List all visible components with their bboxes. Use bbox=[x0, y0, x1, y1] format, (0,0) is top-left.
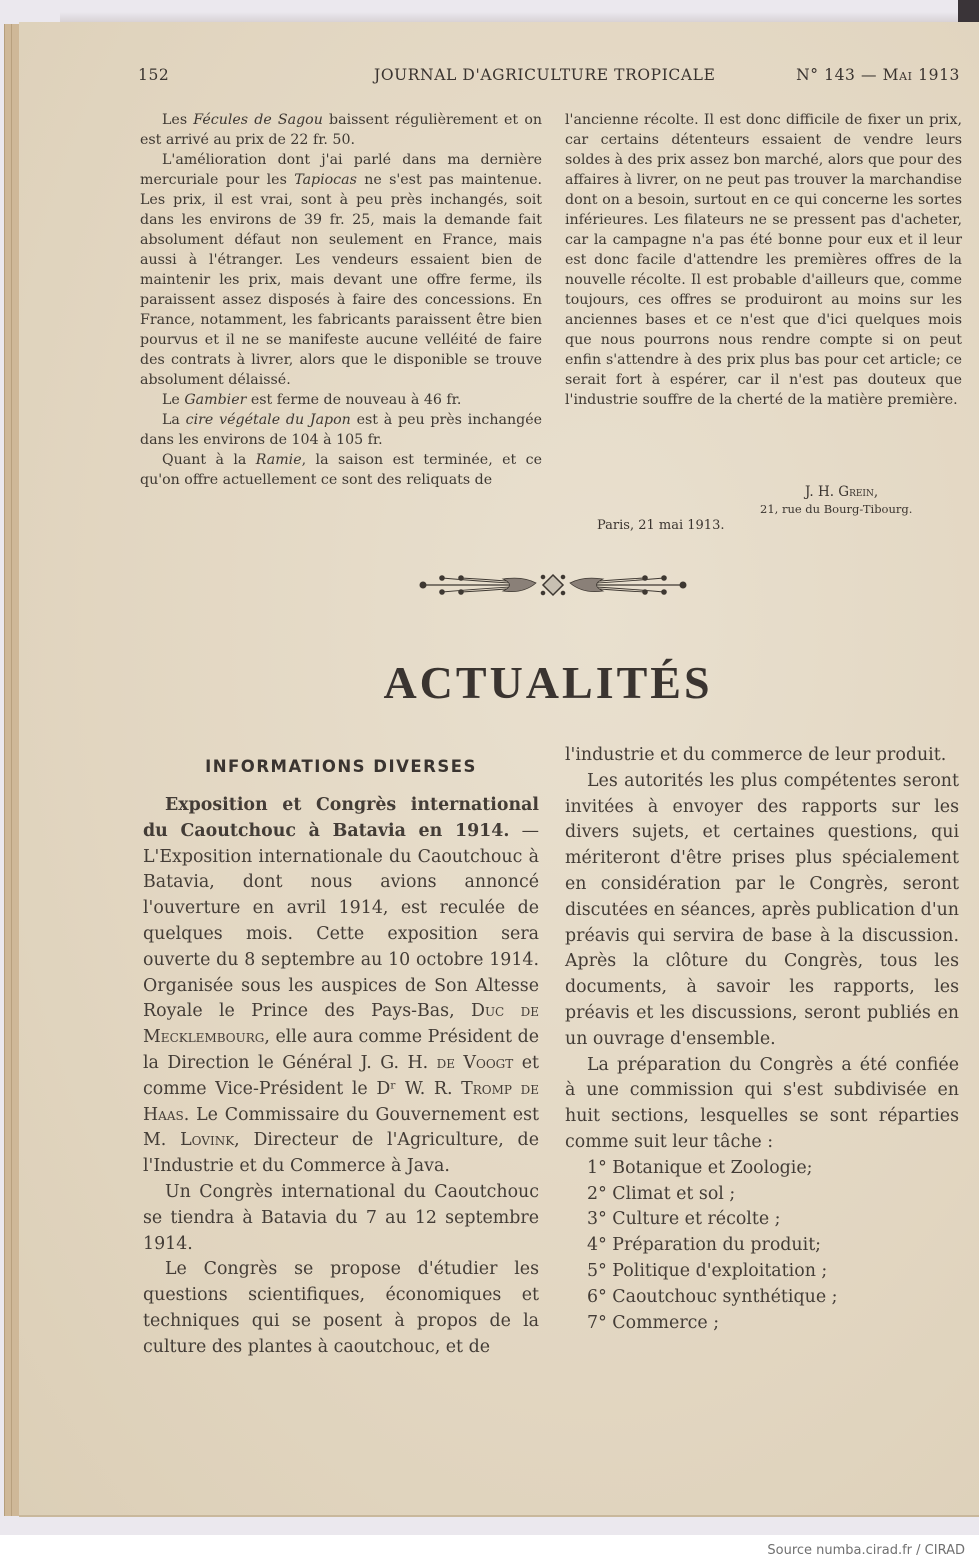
paragraph bbox=[140, 390, 542, 410]
list-item: 2° Climat et sol ; bbox=[587, 1183, 736, 1204]
list-item: 3° Culture et récolte ; bbox=[587, 1209, 781, 1230]
article-left-column bbox=[143, 793, 539, 1361]
person-name: Tromp de Haas bbox=[143, 1078, 539, 1125]
dateline: Paris, 21 mai 1913. bbox=[597, 518, 725, 533]
page-number: 152 bbox=[138, 66, 170, 84]
person-name: Lovink bbox=[180, 1130, 235, 1151]
product-name: Gambier bbox=[184, 392, 247, 408]
text-run: , la saison est terminée, et ce qu'on offre actuellement ce sont des reliquats de bbox=[140, 452, 542, 488]
list-item: 7° Commerce ; bbox=[587, 1312, 720, 1333]
article-paragraph-continued: l'industrie et du commerce de leur produit. bbox=[565, 745, 947, 765]
text-run: baissent régulièrement et on est arrivé au prix de 22 fr. 50. bbox=[140, 112, 542, 148]
issue-month: Mai bbox=[882, 66, 913, 84]
text-run: Quant à la bbox=[162, 452, 256, 468]
text-run: — L'Exposition internationale du Caoutchouc à Batavia, dont nous avions annoncé l'ouverture en avril 1914, est reculée de quelques mois. Cette exposition sera ouverte du 8 septembre au 10 octobre 1914. Organisée sous les auspices de Son Altesse Royale le Prince des Pays-Bas, bbox=[143, 820, 539, 1022]
product-name: Tapiocas bbox=[294, 172, 357, 188]
article-paragraph-lead bbox=[143, 793, 539, 1180]
paragraph bbox=[140, 150, 542, 390]
article-paragraph: Le Congrès se propose d'étudier les questions scientifiques, économiques et techniques qui se posent à propos de la culture des plantes à caoutchouc, et de bbox=[143, 1259, 539, 1357]
text-run: , Directeur de l'Agriculture, de l'Industrie et du Commerce à Java. bbox=[143, 1130, 539, 1177]
article-paragraph: Un Congrès international du Caoutchouc se tiendra à Batavia du 7 au 12 septembre 1914. bbox=[143, 1181, 539, 1254]
text-run: . Le Commissaire du Gouvernement est M. bbox=[143, 1104, 539, 1151]
section-title: ACTUALITÉS bbox=[383, 657, 713, 708]
article-right-column bbox=[565, 743, 959, 1336]
author-address: 21, rue du Bourg-Tibourg. bbox=[760, 502, 913, 516]
mercuriale-right-column bbox=[565, 110, 962, 410]
text-run: est à peu près inchangée dans les environs de 104 à 105 fr. bbox=[140, 412, 542, 448]
sections-list bbox=[587, 1156, 959, 1337]
article-lead-title: Exposition et Congrès international du Caoutchouc à Batavia en 1914. bbox=[143, 795, 539, 841]
person-name: de Voogt bbox=[436, 1052, 514, 1073]
article-paragraph: La préparation du Congrès a été confiée à une commission qui s'est subdivisée en huit sections, lesquelles se sont réparties comme suit leur tâche : bbox=[565, 1054, 959, 1152]
list-item: 1° Botanique et Zoologie; bbox=[587, 1157, 813, 1178]
journal-title: JOURNAL D'AGRICULTURE TROPICALE bbox=[374, 66, 716, 84]
text-run: ne s'est pas maintenue. Les prix, il est vrai, sont à peu près inchangés, soit dans les environs de 39 fr. 25, mais la demande fait absolument défaut non seulement en France, mais aussi à l'étranger. Les vendeurs essaient bien de maintenir les prix, mais devant une offre ferme, ils paraissent assez disposés à faire des concessions. En France, notamment, les fabricants paraissent être bien pourvus et il ne se manifeste aucune velléité de faire des contrats à livrer, alors que le disponible se trouve absolument délaissé. bbox=[140, 172, 542, 388]
article-paragraph: Les autorités les plus compétentes seront invitées à envoyer des rapports sur les divers sujets, et certaines questions, qui mériteront d'être prises plus spécialement en considération par le Congrès, seront discutées en séances, après publication d'un préavis qui servira de base à la discussion. Après la clôture du Congrès, tous les documents, à savoir les rapports, les préavis et les discussions, seront publiés en un ouvrage d'ensemble. bbox=[565, 770, 959, 1049]
subsection-heading: INFORMATIONS DIVERSES bbox=[205, 757, 477, 776]
list-item: 6° Caoutchouc synthétique ; bbox=[587, 1286, 838, 1307]
paragraph bbox=[140, 450, 542, 490]
list-item: 5° Politique d'exploitation ; bbox=[587, 1260, 828, 1281]
scan-corner bbox=[958, 0, 979, 22]
paragraph bbox=[140, 410, 542, 450]
text-run: Le bbox=[162, 392, 185, 408]
author-name: J. H. Grein, bbox=[805, 484, 879, 500]
paragraph: l'ancienne récolte. Il est donc difficile de fixer un prix, car certains détenteurs essaient de vendre leurs soldes à des prix assez bon marché, alors que pour des affaires à livrer, on ne peut pas trouver la marchandise dont on a besoin, surtout en ce qui concerne les sortes inférieures. Les filateurs ne se pressent pas d'acheter, car la campagne n'a pas été bonne pour eux et il leur est donc facile d'attendre les premières offres de la nouvelle récolte. Il est probable d'ailleurs que, comme toujours, ces offres se produiront au moins sur les anciennes bases et ce n'est que d'ici quelques mois que nous pourrons nous rendre compte si on peut enfin s'attendre à des prix plus bas pour cet article; ce serait fort à espérer, car il n'est pas douteux que l'industrie souffre de la cherté de la matière première. bbox=[565, 112, 962, 408]
product-name: cire végétale du Japon bbox=[185, 412, 351, 428]
product-name: Ramie bbox=[255, 452, 302, 468]
paragraph bbox=[140, 110, 542, 150]
issue-number: N° 143 — bbox=[796, 66, 883, 84]
list-item: 4° Préparation du produit; bbox=[587, 1235, 822, 1256]
page-top-shadow bbox=[60, 12, 960, 22]
person-name: Duc de Mecklembourg bbox=[143, 1001, 539, 1048]
text-run: La bbox=[162, 412, 186, 428]
decorative-ornament-icon bbox=[408, 570, 698, 600]
text-run: Les bbox=[162, 112, 194, 128]
running-head bbox=[138, 66, 960, 88]
issue-info bbox=[796, 66, 960, 84]
text-run: et comme Vice-Président le Dʳ W. R. bbox=[143, 1052, 539, 1099]
text-run: est ferme de nouveau à 46 fr. bbox=[246, 392, 462, 408]
text-run: L'amélioration dont j'ai parlé dans ma dernière mercuriale pour les bbox=[140, 152, 542, 188]
source-credit: Source numba.cirad.fr / CIRAD bbox=[767, 1543, 965, 1558]
product-name: Fécules de Sagou bbox=[193, 112, 323, 128]
text-run: , elle aura comme Président de la Direction le Général J. G. H. bbox=[143, 1027, 539, 1073]
mercuriale-left-column bbox=[140, 110, 542, 490]
issue-year: 1913 bbox=[912, 66, 960, 84]
